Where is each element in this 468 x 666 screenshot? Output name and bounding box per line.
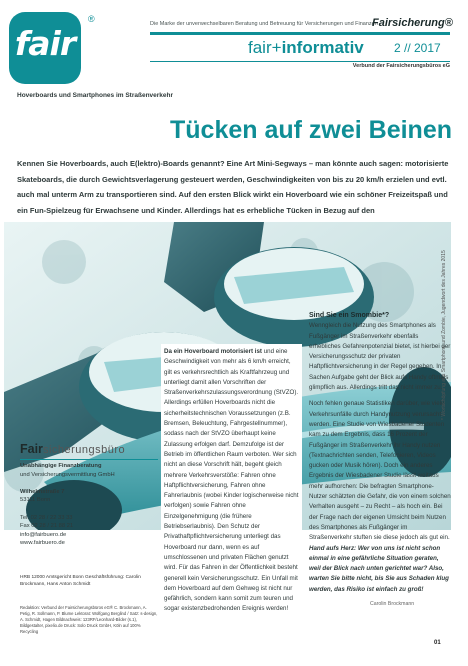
article-kicker: Hoverboards und Smartphones im Straßenverkehr	[17, 92, 174, 99]
page-number: 01	[434, 640, 441, 646]
tagline: Die Marke der unverwechselbaren Beratung und Betreuung für Versicherungen und Finanzen	[150, 21, 378, 27]
office-brand	[20, 442, 125, 456]
magazine-title-plus: +	[271, 38, 282, 57]
office-brand-rest: sicherungsbüro	[42, 444, 126, 456]
vertical-footnote: * Wortschöpfung aus Smartphone und Zombie, Jugendwort des Jahres 2015	[441, 250, 447, 420]
contact-line: und Versicherungsvermittlung GmbH	[20, 471, 115, 478]
contact-spacer	[20, 479, 158, 488]
sidebar-subheading: Sind Sie ein Smombie*?	[309, 312, 390, 319]
logo-text: fair	[14, 24, 76, 63]
contact-details	[20, 462, 158, 548]
contact-line: Unabhängige Finanzberatung	[20, 463, 102, 469]
contact-phone[interactable]: Tel. 02 28 / 22 33 33	[20, 514, 73, 521]
contact-website[interactable]: www.fairbuero.de	[20, 540, 65, 547]
sidebar-callout: Hand aufs Herz: Wer von uns ist nicht schon einmal in eine gefährliche Situation geraten, weil der Blick nach unten gerichtet war? Also, warten Sie bitte nicht, bis Sie aus Schaden klug werden, das Risiko ist einfach zu groß!	[309, 544, 449, 593]
header-rule-thin	[150, 61, 450, 62]
header-rule	[150, 32, 450, 35]
office-brand-bold: Fair	[20, 442, 43, 456]
contact-rule	[20, 459, 158, 460]
registered-mark-icon: ®	[88, 14, 95, 24]
imprint: Redaktion: Verbund der Fairsicherungsbüros eG® C. Brockmann, A. Petig, R. Sollmann, P. Blume Lektorat: Wolfgang Berglind / Satz: s-design, A. Schmidt, Hagen Bildnachweis: 123RF/Leonhard-Bilder (s.1), Bildgestalter, pixelio.de Druck: Solo Druck GmbH, Köln auf 100% Recycling	[20, 605, 158, 634]
publisher-line: Verbund der Fairsicherungsbüros eG	[352, 63, 450, 69]
sidebar-column	[309, 311, 451, 595]
contact-email[interactable]: info@fairbuero.de	[20, 531, 67, 538]
sidebar-paragraph-2: Noch fehlen genaue Statistiken darüber, wie viele Verkehrsunfälle durch Handynutzung verursacht werden. Eine Studie von Wiesbadener Studenten kam zu dem Ergebnis, dass 16 Prozent der Fußgänger im Straßenverkehr ihr Handy nutzen (Textnachrichten senden, Telefonieren, Videos gucken oder Musik hören). Doch ein anderes Ergebnis der Wiesbadener Studie lässt weitaus mehr aufhorchen: Die befragten Smartphone-Nutzer schätzten die Gefahr, die von einem solchen Verhalten ausgeht – zu Recht – als hoch ein. Bei der Frage nach der eigenen Umsicht beim Nutzen des Smartphones als Fußgänger im Straßenverkehr stuften sie diese jedoch als gut ein.	[309, 400, 451, 542]
contact-spacer	[20, 505, 158, 514]
magazine-title	[248, 38, 364, 58]
article-headline: Tücken auf zwei Beinen	[170, 116, 453, 144]
caption-body: und eine Geschwindigkeit von mehr als 6 km/h erreicht, gilt es verkehrsrechtlich als Kraftfahrzeug und unterliegt damit allen Vorschriften der Straßenverkehrszulassungsverordnung (StVZO). Allerdings erfüllen Hoverboards nicht die sicherheitstechnischen Voraussetzungen (z.B. Bremsen, Beleuchtung, Fahrgestellnummer), sodass nach der StVZO überhaupt keine Zulassung erfolgen darf. Demzufolge ist der Betrieb im öffentlichen Raum verboten. Wer sich nicht an diese Vorschrift hält, begeht gleich mehrere Verkehrsverstöße: Fahren ohne Haftpflichtversicherung, Fahren ohne Fahrerlaubnis (wobei Kinder logischerweise nicht verfolgen) sowie Fahren ohne Einzelgenehmigung (die frühere Betriebserlaubnis). Den Schutz der Privathaftpflichtversicherung unterliegt das Hoverboard nur dann, wenn es auf umschlossenen und privaten Flächen genutzt wird. Für das Fahren in der Öffentlichkeit besteht generell kein Versicherungsschutz. Ein Unfall mit dem Hoverboard auf dem Gehweg ist nicht nur gefährlich, sondern kann somit zum teuren und sogar existenzbedrohenden Ereignis werden!	[164, 348, 299, 613]
company-register: HRB 12000 Amtsgericht Bonn Geschäftsführung: Carolin Brockmann, Hans Anton Schmidt	[20, 575, 141, 587]
brand-name: Fairsicherung®	[372, 17, 453, 29]
magazine-title-part2: informativ	[281, 38, 364, 57]
article-lead: Kennen Sie Hoverboards, auch E(lektro)-Boards genannt? Eine Art Mini-Segways – man könnte auch sagen: motorisierte Skateboards, die durch Gewichtsverlagerung gesteuert werden, Geschwindigkeiten von bis zu 20 km/h erzielen und evtl. auch mal unterm Arm zu transportieren sind. Auf den ersten Blick wirkt ein Hoverboard wie ein schöner Freizeitspaß und ein Fun-Spielzeug für Erwachsene und Kinder. Allerdings hat es erhebliche Tücken in Bezug auf den	[17, 159, 449, 215]
article-body-column	[164, 347, 299, 615]
issue-number: 2 // 2017	[394, 41, 441, 55]
contact-city: 53111 Bonn	[20, 497, 51, 504]
contact-fax: Fax 02 28 / 21 88 21	[20, 523, 74, 530]
sidebar-paragraph-1: Wenngleich die Nutzung des Smartphones als Fußgänger im Straßenverkehr ebenfalls erhebliches Gefahrenpotenzial bietet, ist hierbei der Versicherungsschutz der privaten Haftpflichtversicherung in der Regel gegeben. In Sachen Aufgabe geht der Blick aufs Handy oftmals glimpflich aus. Allerdings tritt das nicht immer zu.	[309, 322, 451, 392]
author-name: Carolin Brockmann	[370, 601, 415, 607]
contact-street: Wilhelmstraße 7	[20, 488, 65, 495]
caption-lead-bold: Da ein Hoverboard motorisiert ist	[164, 348, 262, 355]
magazine-title-part1: fair	[248, 38, 272, 57]
